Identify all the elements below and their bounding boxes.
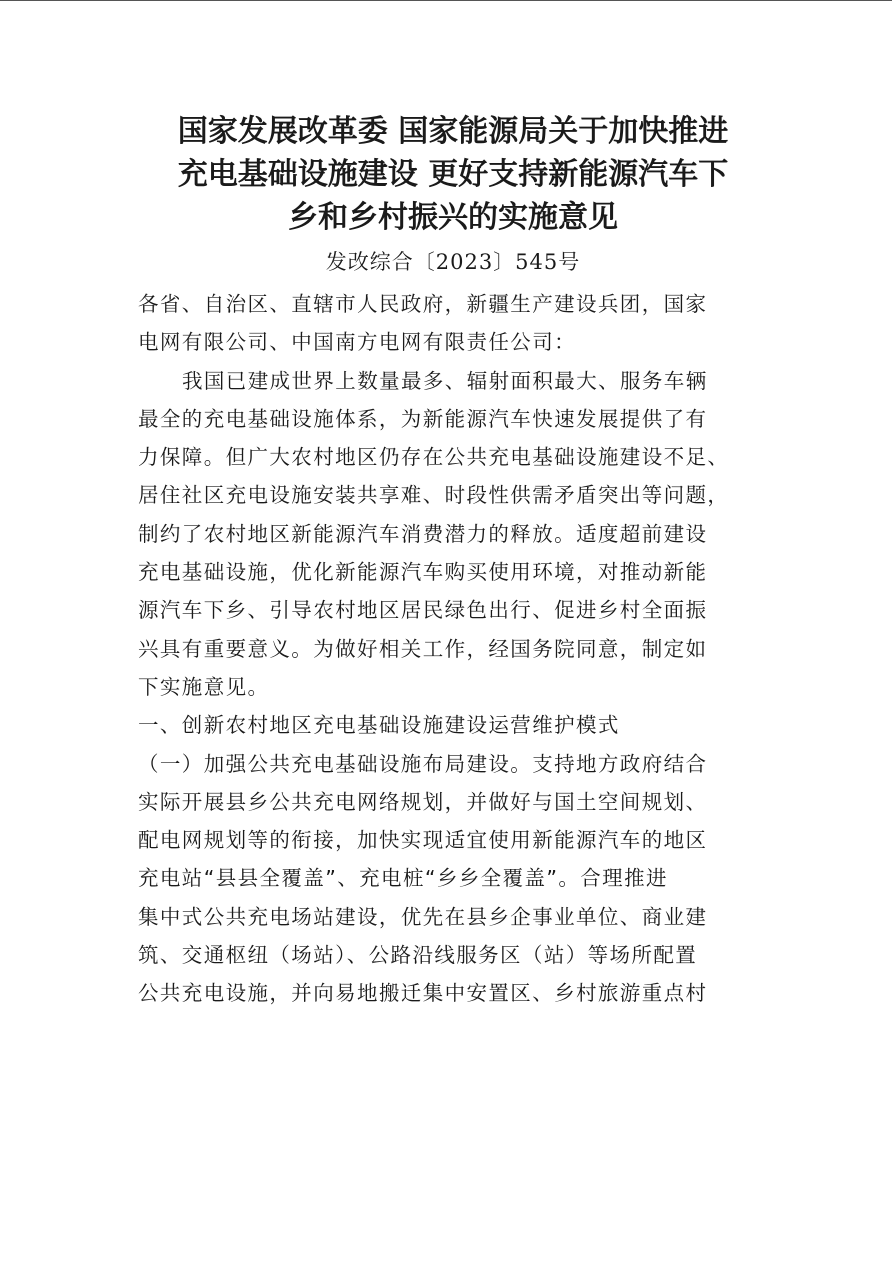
intro-paragraph xyxy=(138,362,768,707)
document-number: 发改综合〔2023〕545号 xyxy=(325,250,581,274)
section-heading xyxy=(138,706,768,744)
text-line: 筑、交通枢纽（场站）、公路沿线服务区（站）等场所配置 xyxy=(138,943,698,968)
title-line: 充电基础设施建设 更好支持新能源汽车下 xyxy=(177,157,729,192)
title-line: 乡和乡村振兴的实施意见 xyxy=(288,200,618,235)
text-line: 最全的充电基础设施体系，为新能源汽车快速发展提供了有 xyxy=(138,406,708,431)
text-line: 一、创新农村地区充电基础设施建设运营维护模式 xyxy=(138,713,620,738)
text-line: （一）加强公共充电基础设施布局建设。支持地方政府结合 xyxy=(138,751,708,776)
text-line: 各省、自治区、直辖市人民政府，新疆生产建设兵团，国家 xyxy=(138,292,708,316)
text-line: 兴具有重要意义。为做好相关工作，经国务院同意，制定如 xyxy=(138,636,708,661)
text-line: 公共充电设施，并向易地搬迁集中安置区、乡村旅游重点村 xyxy=(138,981,708,1006)
document-title xyxy=(138,110,768,239)
text-line: 下实施意见。 xyxy=(138,674,270,699)
text-line: 实际开展县乡公共充电网络规划，并做好与国土空间规划、 xyxy=(138,789,708,814)
item-1-paragraph xyxy=(138,745,768,1013)
text-line: 居住社区充电设施安装共享难、时段性供需矛盾突出等问题， xyxy=(138,483,730,508)
page-top-border xyxy=(0,0,892,1)
salutation xyxy=(138,285,768,362)
title-line: 国家发展改革委 国家能源局关于加快推进 xyxy=(177,114,729,149)
text-line: 充电站“县县全覆盖”、充电桩“乡乡全覆盖”。合理推进 xyxy=(138,866,668,891)
text-line: 力保障。但广大农村地区仍存在公共充电基础设施建设不足、 xyxy=(138,445,730,470)
text-line: 制约了农村地区新能源汽车消费潜力的释放。适度超前建设 xyxy=(138,521,708,546)
text-line: 电网有限公司、中国南方电网有限责任公司： xyxy=(138,330,576,355)
text-line: 我国已建成世界上数量最多、辐射面积最大、服务车辆 xyxy=(182,368,708,393)
text-line: 充电基础设施，优化新能源汽车购买使用环境，对推动新能 xyxy=(138,560,708,585)
text-line: 集中式公共充电场站建设，优先在县乡企事业单位、商业建 xyxy=(138,904,708,929)
document-page xyxy=(138,110,768,1013)
text-line: 源汽车下乡、引导农村地区居民绿色出行、促进乡村全面振 xyxy=(138,598,708,623)
text-line: 配电网规划等的衔接，加快实现适宜使用新能源汽车的地区 xyxy=(138,828,708,853)
